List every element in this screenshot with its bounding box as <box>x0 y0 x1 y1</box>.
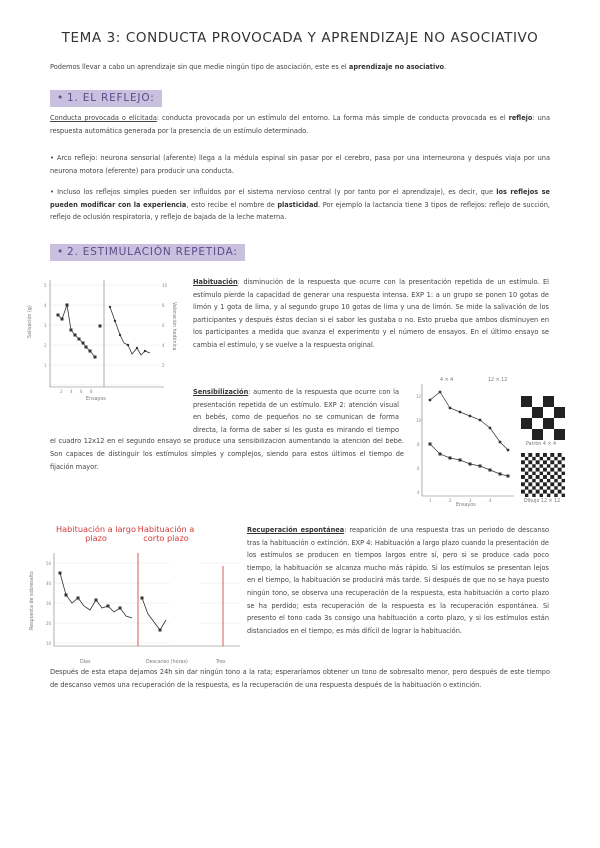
intro-paragraph: Podemos llevar a cabo un aprendizaje sin que medie ningún tipo de asociación, este es el aprendizaje no asociativo. <box>50 63 447 71</box>
recuperacion-paragraph-cont: Después de esta etapa dejamos 24h sin dar ningún tono a la rata; esperaríamos obtener un tono de sobresalto menor, pero después de este tiempo de descanso vemos una recuperación de la respuesta, es la recuperación de una respuesta después de la habituación o extinción. <box>50 668 550 689</box>
svg-text:6: 6 <box>162 323 165 328</box>
fig2-legend-4x4: 4 × 4 <box>440 378 454 383</box>
fig3-xlabel-descanso: Descanso (horas) <box>146 660 188 665</box>
svg-text:8: 8 <box>162 303 165 308</box>
fig3-ylabel: Respuesta de sobresalto <box>30 571 35 630</box>
svg-text:4: 4 <box>489 498 492 503</box>
svg-text:3: 3 <box>44 323 47 328</box>
svg-text:4: 4 <box>44 303 47 308</box>
fig3-xlabel-tres: Tres <box>216 660 226 665</box>
svg-text:2: 2 <box>60 389 63 394</box>
fig2-legend-12x12: 12 × 12 <box>488 378 508 383</box>
figure-habituacion-graph <box>40 275 190 400</box>
svg-text:40: 40 <box>46 581 52 586</box>
checkerboard-small-caption: Patrón 4 × 4 <box>526 442 557 447</box>
figure-recuperacion-graph <box>40 548 245 658</box>
section-header-estimulacion: • 2. ESTIMULACIÓN REPETIDA: <box>50 244 245 261</box>
sensibilizacion-paragraph-cont: el cuadro 12x12 en el segundo ensayo se produce una sensibilización aumentando la atención del bebé. Son capaces de distinguir los estímulos simples y complejos, siendo para estos últimos el tiempo de fijación mayor. <box>50 438 404 471</box>
fig2-xlabel: Ensayos <box>456 503 476 508</box>
svg-text:10: 10 <box>416 418 422 423</box>
section-header-reflejo: • 1. EL REFLEJO: <box>50 90 162 107</box>
svg-text:4: 4 <box>70 389 73 394</box>
svg-text:12: 12 <box>416 394 422 399</box>
fig1-ylabel-left: Salivación (g) <box>28 305 33 338</box>
svg-text:6: 6 <box>417 466 420 471</box>
svg-text:5: 5 <box>44 283 47 288</box>
svg-text:3: 3 <box>469 498 472 503</box>
sensibilizacion-paragraph: Sensibilización: aumento de la respuesta que ocurre con la presentación repetida de un estímulo. EXP 2: atención visual en bebés, como de pequeños no se comunican de forma directa, la forma de saber si les gusta es mirando el tiempo <box>193 388 399 434</box>
svg-text:4: 4 <box>162 343 165 348</box>
svg-text:10: 10 <box>46 641 52 646</box>
reflejo-paragraph-3: • Incluso los reflejos simples pueden ser influidos por el sistema nervioso central (y por tanto por el aprendizaje), es decir, que los reflejos se pueden modificar con la experiencia, esto recibe el nombre de plasticidad. Por ejemplo la lactancia tiene 3 tipos de reflejos: reflejo de succión, reflejo de oclusión respiratoria, y reflejo de bajada de la leche materna. <box>50 188 550 222</box>
svg-text:1: 1 <box>44 363 47 368</box>
habituacion-paragraph: Habituación: disminución de la respuesta que ocurre con la presentación repetida de un estímulo. El estímulo pierde la capacidad de generar una respuesta intensa. EXP 1: a un grupo se ponen 10 gotas de limón y 1 gota de lima, y al segundo grupo 10 gotas de lima y una de limón. Se mide la salivación de los participantes y después éstos decían si el sabor les gustaba o no. Esto prueba que ambos disminuyen en los participantes a medida que avanza el experimento y el número de ensayos. En el último ensayo se cambia el estímulo, y se vuelve a la respuesta original. <box>193 278 549 349</box>
svg-text:2: 2 <box>44 343 47 348</box>
reflejo-paragraph-1: Conducta provocada o elicitada: conducta provocada por un estímulo del entorno. La forma más simple de conducta provocada es el reflejo: una respuesta automática generada por la presencia de un estímulo determinado. <box>50 114 550 135</box>
svg-text:4: 4 <box>417 490 420 495</box>
reflejo-paragraph-2: • Arco reflejo: neurona sensorial (aferente) llega a la médula espinal sin pasar por el cerebro, pasa por una interneurona y después viaja por una neurona motora (eferente) para producir una conducta. <box>50 154 550 175</box>
svg-text:20: 20 <box>46 621 52 626</box>
fig3-label-short-term: Habituación a corto plazo <box>137 524 195 543</box>
checkerboard-4x4 <box>521 396 565 440</box>
svg-text:6: 6 <box>80 389 83 394</box>
svg-text:1: 1 <box>429 498 432 503</box>
svg-text:50: 50 <box>46 561 52 566</box>
svg-text:8: 8 <box>417 442 420 447</box>
checkerboard-large-caption: Dibujo 12 × 12 <box>524 499 561 504</box>
figure-sensibilizacion-graph <box>408 378 518 508</box>
page-title: TEMA 3: CONDUCTA PROVOCADA Y APRENDIZAJE NO ASOCIATIVO <box>61 30 539 46</box>
svg-text:2: 2 <box>449 498 452 503</box>
fig3-xlabel-dias: Días <box>80 660 91 665</box>
checkerboard-12x12 <box>521 453 565 497</box>
fig3-label-long-term: Habituación a largo plazo <box>56 524 136 543</box>
recuperacion-paragraph: Recuperación espontánea: reaparición de una respuesta tras un periodo de descanso tras la habituación o extinción. EXP 4: Habituación a largo plazo cuando la presentación de los estímulos se producen en tiempos largos entre sí, pero si se produce cada poco tiempo, la habituación se alcanza mucho más rápido. Si los estímulos se presentan lejos en el tiempo, la habituación se producirá más tarde. Si después de que no se haya puesto ningún tono, se observa una recuperación de la respuesta, esta habituación a corto plazo se ha perdido; esta recuperación de la respuesta es la recuperación espontánea. Si presento el tono cada 3s consigo una habituación a corto plazo, y si los estímulos están distanciados en el tiempo, es más difícil de lograr la habituación. <box>247 526 549 635</box>
svg-text:2: 2 <box>162 363 165 368</box>
fig1-ylabel-right: Valoración hedónica <box>171 302 176 351</box>
svg-text:8: 8 <box>90 389 93 394</box>
svg-text:10: 10 <box>162 283 168 288</box>
svg-text:30: 30 <box>46 601 52 606</box>
fig1-xlabel: Ensayos <box>86 397 106 402</box>
